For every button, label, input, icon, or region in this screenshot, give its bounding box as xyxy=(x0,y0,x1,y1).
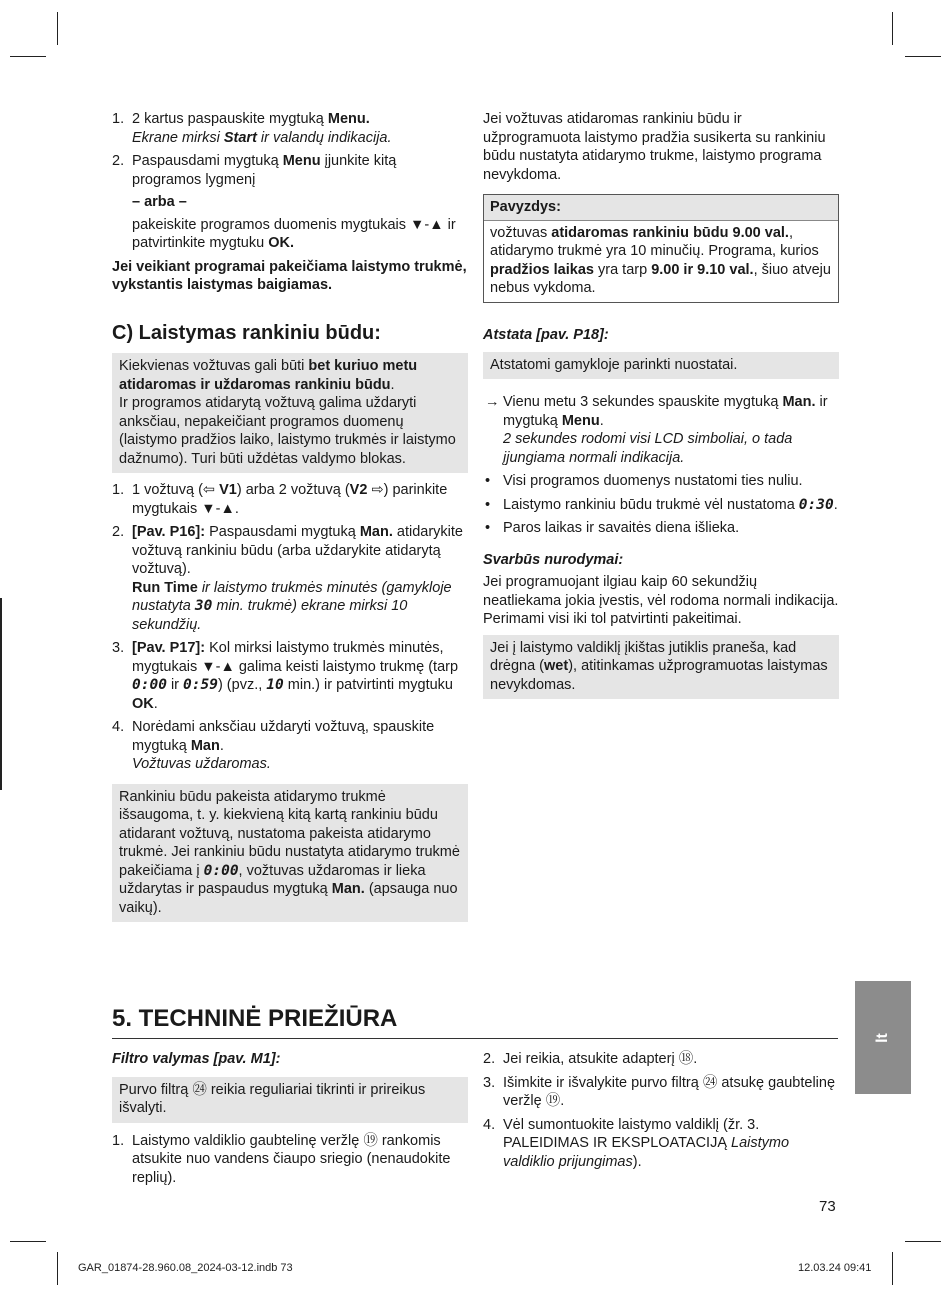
lcd-value: 0:30 xyxy=(798,496,834,513)
step-item xyxy=(112,110,468,147)
crop-mark xyxy=(57,1252,58,1285)
page-number: 73 xyxy=(819,1198,836,1215)
list-item xyxy=(483,519,839,538)
info-text: Rankiniu būdu pakeista atidarymo trukmė išsaugoma, t. y. kiekvieną kitą kartą rankiniu būdu atidarant vožtuvą, nustatoma pakeista atidarymo trukmė. Jei rankiniu būdu nustatyta atidarymo trukmė pakeičiama į xyxy=(119,788,460,879)
example-body xyxy=(484,221,838,302)
step-text: Laistymo valdiklio gaubtelinę veržlę ⑲ rankomis atsukite nuo vandens čiaupo sriegio (nenaudokite replių). xyxy=(132,1132,451,1186)
step-item xyxy=(112,152,468,253)
example-title: Pavyzdys: xyxy=(484,195,838,221)
conflict-paragraph: Jei vožtuvas atidaromas rankiniu būdu ir užprogramuota laistymo pradžia susikerta su rankiniu būdu nustatyta atidarymo trukme, laistymo programa nevykdoma. xyxy=(483,111,826,183)
step-item xyxy=(112,639,468,713)
arrow-left-icon: ⇦ xyxy=(202,482,216,498)
step-text: . xyxy=(219,737,224,754)
subsection-heading: Filtro valymas [pav. M1]: xyxy=(112,1051,281,1067)
list-text: . xyxy=(833,496,838,513)
arrow-right-icon: ⇨ xyxy=(367,482,384,498)
step-note: Vožtuvas uždaromas. xyxy=(132,756,271,772)
step-key: Start xyxy=(223,129,257,146)
crop-mark xyxy=(905,56,941,57)
info-box: Atstatomi gamykloje parinkti nuostatai. xyxy=(483,352,839,380)
info-text: Ir programos atidarytą vožtuvą galima uždaryti anksčiau, nepakeičiant programos duomenų (laistymo pradžios laiko, laistymo trukmės ir laistymo dažnumo). Turi būti uždėtas valdymo blokas. xyxy=(119,395,456,467)
step-item xyxy=(483,1074,839,1111)
step-key: Menu. xyxy=(327,111,370,127)
step-text: ). xyxy=(632,1153,642,1170)
section-heading: C) Laistymas rankiniu būdu: xyxy=(112,322,381,344)
menu-steps xyxy=(112,110,468,253)
step-key: OK xyxy=(132,695,154,712)
example-text: vožtuvas xyxy=(490,224,552,241)
info-text: Jei į laistymo valdiklį įkištas jutiklis praneša, kad drėgna ( xyxy=(490,639,797,674)
list-item xyxy=(483,472,839,491)
step-key: Man. xyxy=(331,881,365,897)
step-text: . xyxy=(153,695,158,712)
filter-cleaning-right xyxy=(483,1050,839,1176)
list-note: 2 sekundes rodomi visi LCD simboliai, o tada įjungiama normali indikacija. xyxy=(503,431,793,466)
list-text: Paros laikas ir savaitės diena išlieka. xyxy=(503,520,740,536)
info-emph: bet kuriuo metu atidaromas ir uždaromas rankiniu būdu xyxy=(119,358,418,393)
chapter-title: 5. TECHNINĖ PRIEŽIŪRA xyxy=(112,1004,838,1039)
footer-timestamp: 12.03.24 09:41 xyxy=(798,1262,872,1274)
display-label: Run Time xyxy=(132,579,198,596)
info-text: Kiekvienas vožtuvas gali būti xyxy=(119,358,309,374)
step-item xyxy=(112,718,468,774)
example-emph: pradžios laikas xyxy=(490,261,594,278)
step-text: pakeiskite programos duomenis mygtukais ▼-▲ ir patvirtinkite mygtuku xyxy=(132,216,456,251)
step-text: Kol mirksi laistymo trukmės minutės, mygtukais ▼-▲ galima keisti laistymo trukmę (tarp xyxy=(132,640,459,675)
right-top-block xyxy=(483,110,839,303)
step-note: min. trukmė) ekrane mirksi 10 sekundžių. xyxy=(132,598,408,633)
figure-ref: [Pav. P16]: xyxy=(132,524,206,540)
list-item xyxy=(483,496,839,515)
bullet-icon: • xyxy=(485,473,491,489)
step-text: Vėl sumontuokite laistymo valdiklį (žr. 3. PALEIDIMAS IR EKSPLOATACIJĄ xyxy=(503,1116,760,1151)
crop-mark xyxy=(892,12,893,45)
example-text: yra tarp xyxy=(593,261,652,278)
step-text: 2 kartus paspauskite mygtuką xyxy=(132,111,328,127)
step-text: ) arba 2 vožtuvą ( xyxy=(236,482,350,498)
crop-mark xyxy=(10,56,46,57)
step-text: Paspausdami mygtuką xyxy=(132,153,283,169)
step-key: Menu xyxy=(282,153,321,169)
info-emph: wet xyxy=(544,658,569,674)
example-emph: 9.00 ir 9.10 val. xyxy=(651,261,754,278)
step-item xyxy=(112,1132,468,1188)
or-divider: – arba – xyxy=(132,194,187,210)
info-text: , vožtuvas uždaromas ir lieka uždarytas ir paspaudus mygtuką xyxy=(119,862,426,897)
list-item xyxy=(483,393,839,467)
left-top-block xyxy=(112,110,468,295)
step-key: Man. xyxy=(359,524,393,540)
subsection-heading: Atstata [pav. P18]: xyxy=(483,327,609,343)
step-text: min.) ir patvirtinti mygtuku xyxy=(283,677,453,693)
example-text: , atidarymo trukmė yra 10 minučių. Programa, kurios xyxy=(490,224,819,259)
step-number: 1. xyxy=(112,111,125,127)
lcd-value: 0:59 xyxy=(183,677,218,693)
section-reset xyxy=(483,326,839,699)
reset-list xyxy=(483,393,839,538)
bullet-icon: • xyxy=(485,520,491,536)
example-box xyxy=(483,194,839,303)
step-text: ) parinkite mygtukais ▼-▲. xyxy=(132,482,448,517)
step-text: Jei reikia, atsukite adapterį ⑱. xyxy=(503,1051,698,1067)
step-item xyxy=(483,1116,839,1172)
step-text: įjunkite kitą programos lygmenį xyxy=(132,153,397,188)
step-note: Ekrane mirksi xyxy=(132,129,224,146)
step-text: ) (pvz., xyxy=(217,677,267,693)
valve-label: V1 xyxy=(215,482,237,498)
bullet-icon: • xyxy=(485,496,491,513)
lcd-value: 0:00 xyxy=(132,677,167,693)
list-text: Vienu metu 3 sekundes spauskite mygtuką xyxy=(503,394,783,410)
step-item xyxy=(112,523,468,634)
arrow-right-icon: → xyxy=(485,394,500,410)
warning-note: Jei veikiant programai pakeičiama laistymo trukmė, vykstantis laistymas baigiamas. xyxy=(112,258,467,293)
step-note: ir laistymo trukmės minutės (gamykloje nustatyta xyxy=(132,579,452,614)
figure-ref: [Pav. P17]: xyxy=(132,640,206,656)
language-tab xyxy=(855,981,911,1094)
info-text: . xyxy=(390,376,395,393)
valve-label: V2 xyxy=(349,482,368,498)
footer-file-info: GAR_01874-28.960.08_2024-03-12.indb 73 xyxy=(78,1262,293,1274)
step-item xyxy=(483,1050,839,1069)
step-number: 4. xyxy=(112,719,125,735)
list-text: Laistymo rankiniu būdu trukmė vėl nustatoma xyxy=(503,496,799,513)
step-key: Man xyxy=(190,737,220,754)
step-number: 3. xyxy=(483,1074,496,1091)
crop-mark xyxy=(10,1241,46,1242)
list-text: ir mygtuką xyxy=(503,394,828,429)
filter-steps xyxy=(483,1050,839,1171)
important-paragraph: Jei programuojant ilgiau kaip 60 sekundžių neatliekama jokia įvestis, vėl rodoma normali indikacija. Perimami visi iki tol patvirtinti pakeitimai. xyxy=(483,574,839,627)
info-box-sensor xyxy=(483,635,839,700)
step-number: 2. xyxy=(483,1051,496,1067)
info-box: Purvo filtrą ㉔ reikia reguliariai tikrinti ir prireikus išvalyti. xyxy=(112,1077,468,1123)
language-code: lt xyxy=(873,1032,891,1043)
step-key: Man. xyxy=(782,394,816,410)
filter-cleaning-left xyxy=(112,1050,468,1192)
step-number: 2. xyxy=(112,153,125,169)
step-number: 1. xyxy=(112,482,125,498)
side-rule xyxy=(0,598,2,790)
step-text: atidarykite vožtuvą rankiniu būdu (arba uždarykite atidarytą vožtuvą). xyxy=(132,524,463,577)
step-key: OK. xyxy=(268,235,294,251)
step-text: 1 vožtuvą ( xyxy=(132,482,203,498)
list-text: . xyxy=(599,412,604,429)
crop-mark xyxy=(905,1241,941,1242)
step-text: ir xyxy=(166,677,184,693)
step-text: Paspausdami mygtuką xyxy=(205,524,360,540)
section-manual-watering xyxy=(112,321,468,922)
crop-mark xyxy=(57,12,58,45)
step-item xyxy=(112,481,468,518)
info-text: (apsauga nuo vaikų). xyxy=(119,881,458,916)
example-text: , šiuo atveju nebus vykdoma. xyxy=(490,261,831,296)
lcd-value: 30 xyxy=(194,598,213,614)
step-key: Menu xyxy=(561,412,600,429)
step-number: 1. xyxy=(112,1132,125,1149)
example-emph: atidaromas rankiniu būdu 9.00 val. xyxy=(551,224,789,241)
step-number: 3. xyxy=(112,640,125,656)
step-text: Norėdami anksčiau uždaryti vožtuvą, spauskite mygtuką xyxy=(132,719,435,754)
step-text: Išimkite ir išvalykite purvo filtrą ㉔ atsukę gaubtelinę veržlę ⑲. xyxy=(503,1074,836,1109)
manual-steps xyxy=(112,481,468,774)
lcd-value: 0:00 xyxy=(203,862,239,879)
filter-steps xyxy=(112,1132,468,1188)
info-box xyxy=(112,353,468,473)
subsection-heading: Svarbūs nurodymai: xyxy=(483,551,624,568)
crop-mark xyxy=(892,1252,893,1285)
info-box-childlock xyxy=(112,784,468,923)
step-note: Laistymo valdiklio prijungimas xyxy=(503,1135,790,1170)
step-number: 2. xyxy=(112,524,125,540)
lcd-value: 10 xyxy=(266,677,284,693)
step-note: ir valandų indikacija. xyxy=(256,129,392,146)
info-text: ), atitinkamas užprogramuotas laistymas nevykdomas. xyxy=(490,658,828,693)
step-number: 4. xyxy=(483,1116,496,1133)
list-text: Visi programos duomenys nustatomi ties nuliu. xyxy=(503,473,803,489)
